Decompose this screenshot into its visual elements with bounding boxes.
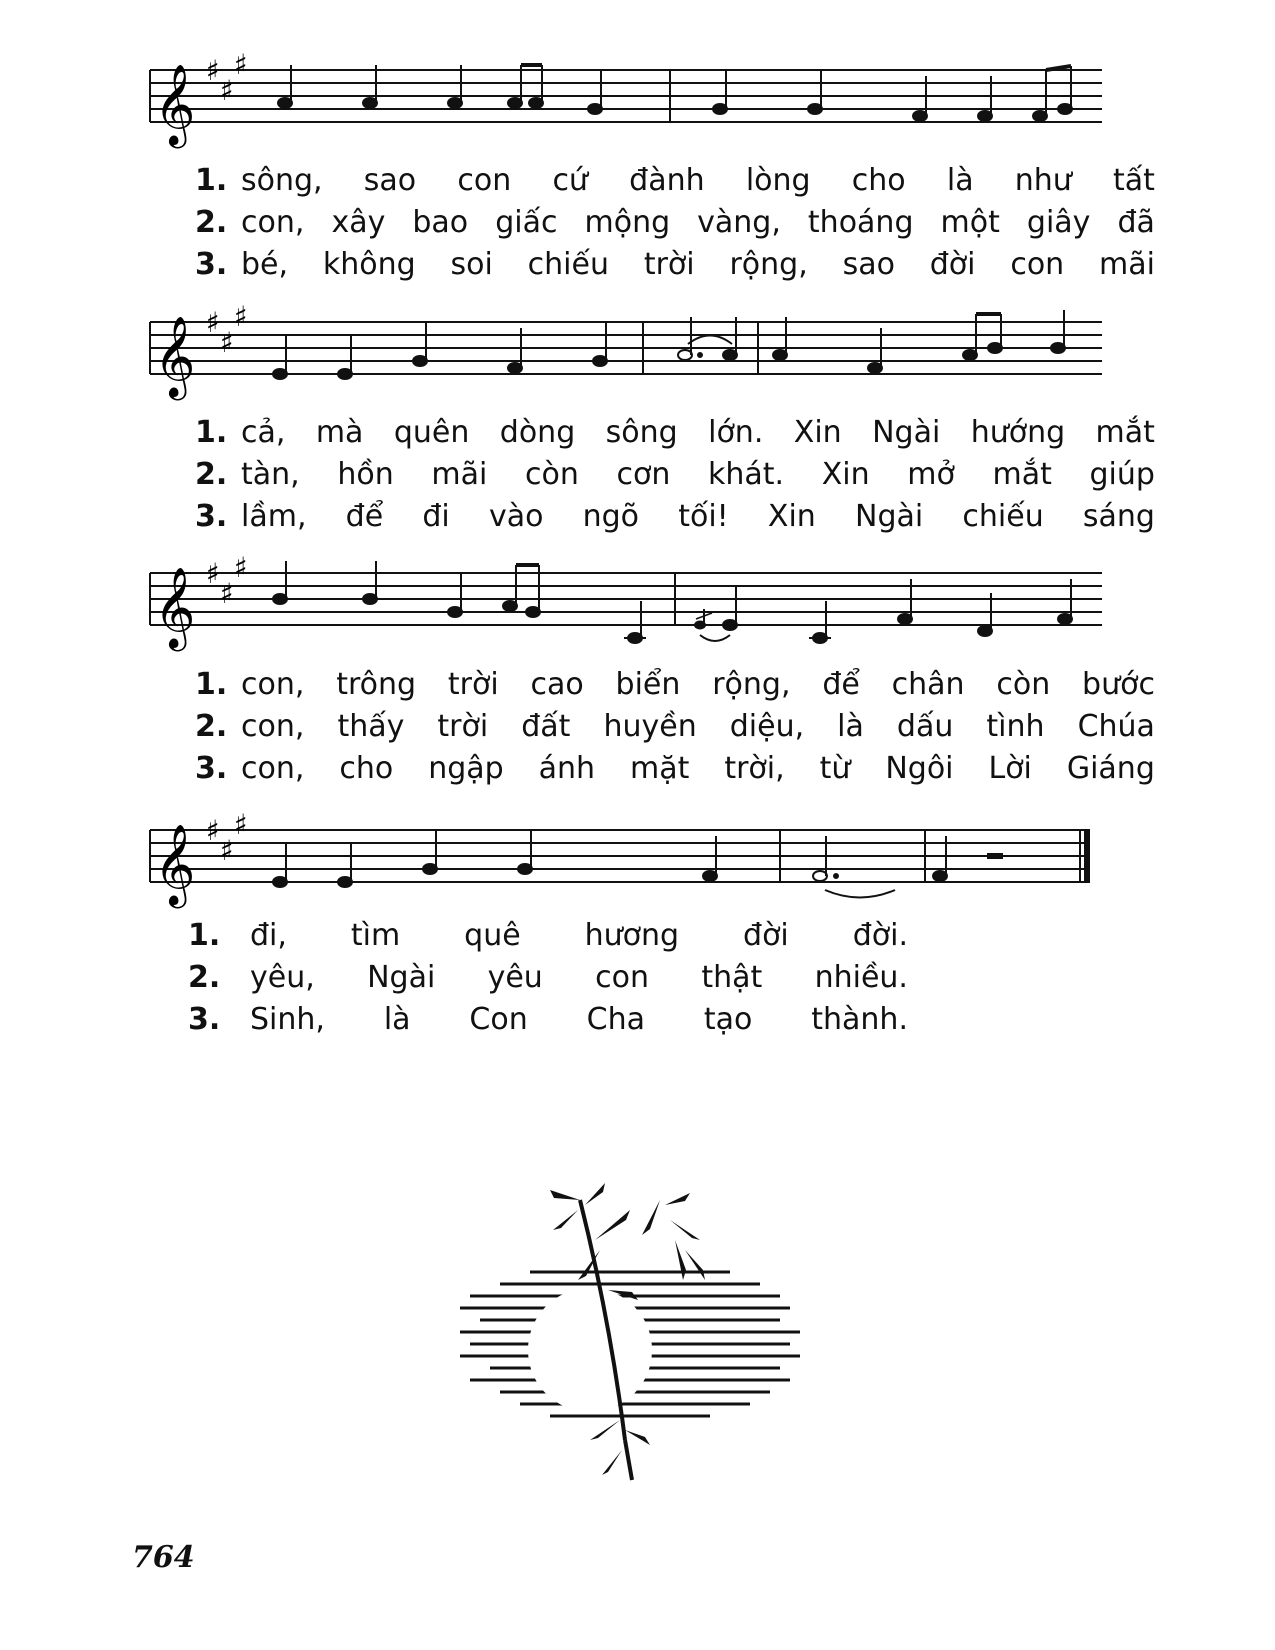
svg-text:♯: ♯	[206, 54, 220, 87]
svg-text:♯: ♯	[234, 808, 248, 841]
treble-clef-icon: 𝄞	[154, 823, 196, 905]
notes-system-1	[278, 65, 1072, 121]
svg-text:♯: ♯	[220, 326, 234, 359]
verse-line: 1. sông, sao con cứ đành lòng cho là như tất	[195, 163, 1155, 198]
bamboo-moon-illustration	[460, 1180, 840, 1510]
svg-text:♯: ♯	[206, 306, 220, 339]
svg-text:♯: ♯	[206, 557, 220, 590]
staff-system-2	[140, 292, 1150, 432]
treble-clef-icon: 𝄞	[154, 315, 196, 397]
treble-clef-icon: 𝄞	[154, 566, 196, 648]
svg-text:♯: ♯	[234, 551, 248, 584]
verse-line: 2. con, thấy trời đất huyền diệu, là dấu tình Chúa	[195, 709, 1155, 744]
final-barline	[1084, 830, 1090, 882]
verse-line: 3. lầm, để đi vào ngõ tối! Xin Ngài chiếu sáng	[195, 499, 1155, 534]
page-number: 764	[132, 1540, 195, 1575]
staff-system-3	[140, 543, 1150, 683]
svg-text:♯: ♯	[220, 834, 234, 867]
key-signature-icon	[206, 808, 248, 867]
staff-system-1	[140, 40, 1150, 180]
verses-system-1	[195, 160, 1155, 286]
verse-line: 2. yêu, Ngài yêu con thật nhiều.	[188, 960, 908, 995]
svg-text:♯: ♯	[234, 300, 248, 333]
verse-line: 1. con, trông trời cao biển rộng, để chân còn bước	[195, 667, 1155, 702]
svg-text:♯: ♯	[206, 814, 220, 847]
verses-system-3	[195, 664, 1155, 790]
verse-line: 1. cả, mà quên dòng sông lớn. Xin Ngài hướng mắt	[195, 415, 1155, 450]
notes-system-4	[273, 830, 1002, 898]
svg-text:♯: ♯	[220, 74, 234, 107]
verse-line: 3. bé, không soi chiếu trời rộng, sao đời con mãi	[195, 247, 1155, 282]
key-signature-icon	[206, 551, 248, 610]
key-signature-icon	[206, 300, 248, 359]
verse-line: 2. tàn, hồn mãi còn cơn khát. Xin mở mắt giúp	[195, 457, 1155, 492]
verse-line: 1. đi, tìm quê hương đời đời.	[188, 918, 908, 953]
verses-system-4	[188, 915, 908, 1041]
verses-system-2	[195, 412, 1155, 538]
verse-line: 2. con, xây bao giấc mộng vàng, thoáng một giây đã	[195, 205, 1155, 240]
moon-icon	[528, 1288, 652, 1412]
svg-text:♯: ♯	[234, 48, 248, 81]
key-signature-icon	[206, 48, 248, 107]
notes-system-2	[273, 310, 1065, 379]
svg-text:♯: ♯	[220, 577, 234, 610]
verse-line: 3. con, cho ngập ánh mặt trời, từ Ngôi Lời Giáng	[195, 751, 1155, 786]
verse-line: 3. Sinh, là Con Cha tạo thành.	[188, 1002, 908, 1037]
treble-clef-icon: 𝄞	[154, 63, 196, 145]
